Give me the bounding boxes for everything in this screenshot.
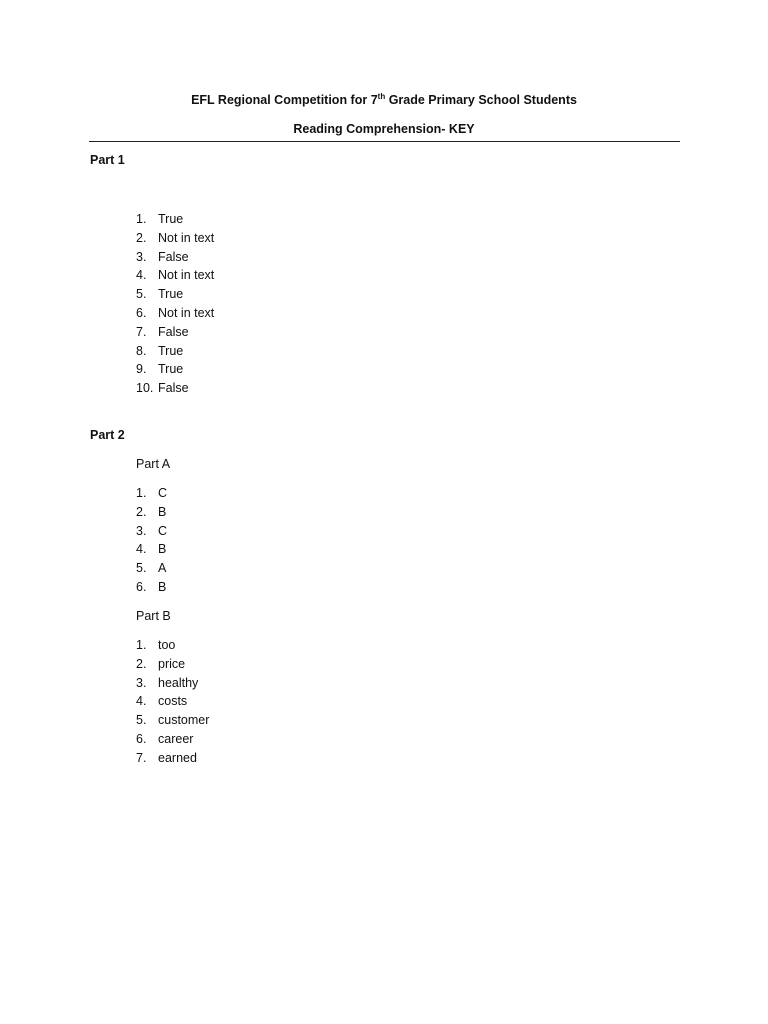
- part2a-heading: Part A: [136, 457, 171, 471]
- item-number: 5.: [136, 561, 147, 576]
- list-item: [136, 559, 167, 578]
- document-title: [0, 92, 768, 107]
- list-item: [136, 578, 167, 597]
- item-answer: False: [158, 324, 189, 339]
- item-number: 6.: [136, 579, 147, 594]
- item-number: 10.: [136, 381, 154, 396]
- list-item: [136, 655, 209, 674]
- item-number: 4.: [136, 542, 147, 557]
- item-number: 2.: [136, 504, 147, 519]
- item-answer: False: [158, 249, 189, 264]
- item-number: 5.: [136, 287, 147, 302]
- part2a-answer-list: [136, 484, 167, 597]
- item-answer: False: [158, 381, 189, 396]
- item-number: 3.: [136, 675, 147, 690]
- item-answer: customer: [158, 713, 210, 728]
- list-item: [136, 711, 209, 730]
- item-number: 6.: [136, 731, 147, 746]
- document-subtitle: Reading Comprehension- KEY: [293, 122, 475, 136]
- item-answer: C: [158, 523, 168, 538]
- list-item: [136, 285, 214, 304]
- list-item: [136, 540, 167, 559]
- list-item: [136, 484, 167, 503]
- item-number: 5.: [136, 713, 147, 728]
- item-answer: healthy: [158, 675, 199, 690]
- item-answer: too: [158, 638, 176, 652]
- item-answer: career: [158, 731, 194, 746]
- item-answer: Not in text: [158, 268, 215, 283]
- item-number: 1.: [136, 638, 147, 652]
- item-number: 3.: [136, 523, 147, 538]
- item-answer: A: [158, 561, 167, 576]
- list-item: [136, 323, 214, 342]
- list-item: [136, 304, 214, 323]
- list-item: [136, 749, 209, 768]
- item-answer: C: [158, 486, 168, 500]
- part1-heading: Part 1: [90, 153, 125, 167]
- item-number: 6.: [136, 305, 147, 320]
- item-answer: True: [158, 343, 184, 358]
- item-answer: B: [158, 542, 167, 557]
- item-answer: price: [158, 656, 186, 671]
- item-answer: True: [158, 362, 184, 377]
- item-number: 7.: [136, 750, 147, 765]
- item-answer: earned: [158, 750, 197, 765]
- list-item: [136, 266, 214, 285]
- item-answer: True: [158, 212, 184, 226]
- item-number: 2.: [136, 230, 147, 245]
- list-item: [136, 229, 214, 248]
- list-item: [136, 379, 214, 398]
- part2-heading: Part 2: [90, 428, 125, 442]
- list-item: [136, 636, 209, 655]
- list-item: [136, 248, 214, 267]
- item-answer: B: [158, 579, 167, 594]
- item-answer: B: [158, 504, 167, 519]
- item-answer: Not in text: [158, 305, 215, 320]
- list-item: [136, 674, 209, 693]
- part1-answer-list: [136, 210, 214, 398]
- list-item: [136, 503, 167, 522]
- item-answer: True: [158, 287, 184, 302]
- item-number: 7.: [136, 324, 147, 339]
- item-number: 2.: [136, 656, 147, 671]
- list-item: [136, 692, 209, 711]
- item-number: 3.: [136, 249, 147, 264]
- list-item: [136, 210, 214, 229]
- item-answer: costs: [158, 694, 188, 709]
- item-number: 8.: [136, 343, 147, 358]
- list-item: [136, 342, 214, 361]
- part2b-heading: Part B: [136, 609, 171, 623]
- title-superscript: th: [377, 92, 386, 101]
- title-text-pre: EFL Regional Competition for 7: [191, 93, 378, 108]
- item-number: 4.: [136, 268, 147, 283]
- item-answer: Not in text: [158, 230, 215, 245]
- item-number: 1.: [136, 486, 147, 500]
- list-item: [136, 730, 209, 749]
- list-item: [136, 522, 167, 541]
- item-number: 4.: [136, 694, 147, 709]
- title-text-post: Grade Primary School Students: [385, 93, 577, 108]
- part2b-answer-list: [136, 636, 209, 768]
- item-number: 1.: [136, 212, 147, 226]
- list-item: [136, 360, 214, 379]
- header-divider: [89, 141, 680, 142]
- item-number: 9.: [136, 362, 147, 377]
